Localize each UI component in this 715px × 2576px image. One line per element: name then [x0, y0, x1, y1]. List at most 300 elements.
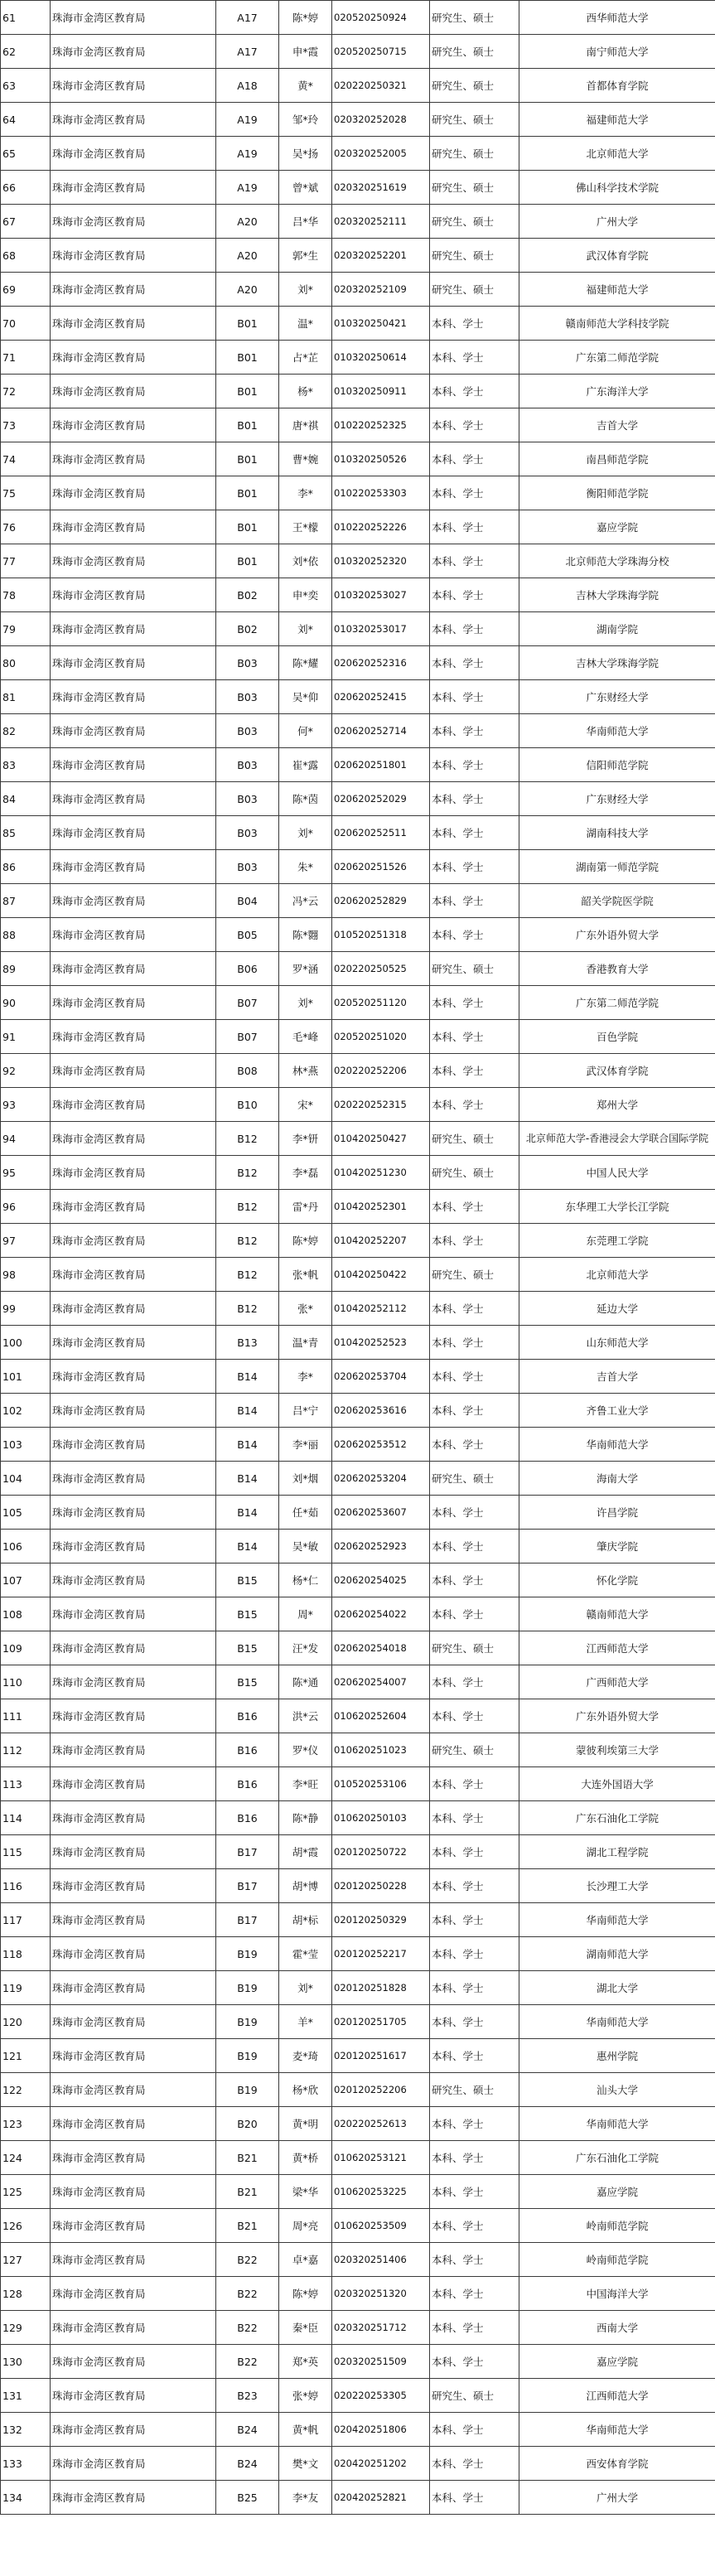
table-row — [1, 1428, 715, 1462]
employer-unit-cell: 珠海市金湾区教育局 — [51, 2005, 216, 2039]
exam-number-cell: 020320252201 — [332, 239, 430, 273]
employer-unit-cell: 珠海市金湾区教育局 — [51, 1903, 216, 1937]
exam-number-cell: 020220252315 — [332, 1088, 430, 1122]
education-degree-cell: 本科、学士 — [430, 2243, 519, 2277]
row-number-cell: 109 — [1, 1631, 51, 1665]
education-degree-cell: 本科、学士 — [430, 1869, 519, 1903]
table-row — [1, 1462, 715, 1496]
employer-unit-cell: 珠海市金湾区教育局 — [51, 1699, 216, 1733]
graduate-school-cell: 吉林大学珠海学院 — [519, 578, 715, 612]
exam-number-cell: 010520251318 — [332, 918, 430, 952]
graduate-school-cell: 福建师范大学 — [519, 103, 715, 137]
employer-unit-cell: 珠海市金湾区教育局 — [51, 1156, 216, 1190]
table-row — [1, 476, 715, 510]
employer-unit-cell: 珠海市金湾区教育局 — [51, 1224, 216, 1258]
education-degree-cell: 本科、学士 — [430, 2107, 519, 2141]
education-degree-cell: 本科、学士 — [430, 1530, 519, 1563]
employer-unit-cell: 珠海市金湾区教育局 — [51, 1767, 216, 1801]
candidate-name-cell: 周*亮 — [279, 2209, 332, 2243]
position-code-cell: B13 — [216, 1326, 279, 1360]
row-number-cell: 81 — [1, 680, 51, 714]
candidate-name-cell: 郭*生 — [279, 239, 332, 273]
graduate-school-cell: 大连外国语大学 — [519, 1767, 715, 1801]
education-degree-cell: 本科、学士 — [430, 1088, 519, 1122]
employer-unit-cell: 珠海市金湾区教育局 — [51, 2345, 216, 2379]
table-row — [1, 714, 715, 748]
employer-unit-cell: 珠海市金湾区教育局 — [51, 2107, 216, 2141]
position-code-cell: B15 — [216, 1665, 279, 1699]
exam-number-cell: 020620253512 — [332, 1428, 430, 1462]
employer-unit-cell: 珠海市金湾区教育局 — [51, 35, 216, 69]
candidate-name-cell: 洪*云 — [279, 1699, 332, 1733]
employer-unit-cell: 珠海市金湾区教育局 — [51, 1733, 216, 1767]
candidate-name-cell: 霍*莹 — [279, 1937, 332, 1971]
position-code-cell: B12 — [216, 1156, 279, 1190]
table-row — [1, 2005, 715, 2039]
position-code-cell: B22 — [216, 2277, 279, 2311]
row-number-cell: 102 — [1, 1394, 51, 1428]
table-row — [1, 2345, 715, 2379]
exam-number-cell: 020620254007 — [332, 1665, 430, 1699]
employer-unit-cell: 珠海市金湾区教育局 — [51, 680, 216, 714]
employer-unit-cell: 珠海市金湾区教育局 — [51, 1190, 216, 1224]
position-code-cell: B17 — [216, 1903, 279, 1937]
graduate-school-cell: 广东石油化工学院 — [519, 2141, 715, 2175]
position-code-cell: B16 — [216, 1733, 279, 1767]
graduate-school-cell: 西安体育学院 — [519, 2447, 715, 2481]
education-degree-cell: 本科、学士 — [430, 2413, 519, 2447]
exam-number-cell: 010320250526 — [332, 442, 430, 476]
employer-unit-cell: 珠海市金湾区教育局 — [51, 171, 216, 205]
row-number-cell: 110 — [1, 1665, 51, 1699]
candidate-name-cell: 刘* — [279, 273, 332, 307]
education-degree-cell: 本科、学士 — [430, 1597, 519, 1631]
employer-unit-cell: 珠海市金湾区教育局 — [51, 1088, 216, 1122]
exam-number-cell: 010320252320 — [332, 544, 430, 578]
education-degree-cell: 本科、学士 — [430, 748, 519, 782]
row-number-cell: 100 — [1, 1326, 51, 1360]
graduate-school-cell: 武汉体育学院 — [519, 239, 715, 273]
education-degree-cell: 研究生、硕士 — [430, 35, 519, 69]
exam-number-cell: 020520250924 — [332, 1, 430, 35]
row-number-cell: 119 — [1, 1971, 51, 2005]
row-number-cell: 74 — [1, 442, 51, 476]
candidate-name-cell: 曹*婉 — [279, 442, 332, 476]
education-degree-cell: 本科、学士 — [430, 341, 519, 375]
row-number-cell: 131 — [1, 2379, 51, 2413]
education-degree-cell: 本科、学士 — [430, 680, 519, 714]
candidate-name-cell: 羊* — [279, 2005, 332, 2039]
employer-unit-cell: 珠海市金湾区教育局 — [51, 2277, 216, 2311]
education-degree-cell: 本科、学士 — [430, 1224, 519, 1258]
row-number-cell: 67 — [1, 205, 51, 239]
education-degree-cell: 本科、学士 — [430, 2481, 519, 2515]
candidate-name-cell: 崔*露 — [279, 748, 332, 782]
row-number-cell: 70 — [1, 307, 51, 341]
position-code-cell: B15 — [216, 1563, 279, 1597]
exam-number-cell: 020120251617 — [332, 2039, 430, 2073]
exam-number-cell: 020620252316 — [332, 646, 430, 680]
graduate-school-cell: 衡阳师范学院 — [519, 476, 715, 510]
exam-number-cell: 010420250427 — [332, 1122, 430, 1156]
exam-number-cell: 010220253303 — [332, 476, 430, 510]
employer-unit-cell: 珠海市金湾区教育局 — [51, 1530, 216, 1563]
table-row — [1, 1, 715, 35]
graduate-school-cell: 湖南第一师范学院 — [519, 850, 715, 884]
graduate-school-cell: 湖南师范大学 — [519, 1937, 715, 1971]
candidate-name-cell: 麦*琦 — [279, 2039, 332, 2073]
position-code-cell: B03 — [216, 748, 279, 782]
employer-unit-cell: 珠海市金湾区教育局 — [51, 239, 216, 273]
education-degree-cell: 本科、学士 — [430, 2311, 519, 2345]
table-row — [1, 2481, 715, 2515]
position-code-cell: B01 — [216, 442, 279, 476]
candidate-name-cell: 黄* — [279, 69, 332, 103]
position-code-cell: B12 — [216, 1190, 279, 1224]
exam-number-cell: 020220250525 — [332, 952, 430, 986]
exam-number-cell: 020620252714 — [332, 714, 430, 748]
graduate-school-cell: 湖北大学 — [519, 1971, 715, 2005]
exam-number-cell: 020120252217 — [332, 1937, 430, 1971]
row-number-cell: 113 — [1, 1767, 51, 1801]
exam-number-cell: 020320251619 — [332, 171, 430, 205]
graduate-school-cell: 西华师范大学 — [519, 1, 715, 35]
education-degree-cell: 研究生、硕士 — [430, 952, 519, 986]
employer-unit-cell: 珠海市金湾区教育局 — [51, 612, 216, 646]
employer-unit-cell: 珠海市金湾区教育局 — [51, 341, 216, 375]
employer-unit-cell: 珠海市金湾区教育局 — [51, 918, 216, 952]
graduate-school-cell: 西南大学 — [519, 2311, 715, 2345]
row-number-cell: 116 — [1, 1869, 51, 1903]
education-degree-cell: 本科、学士 — [430, 1903, 519, 1937]
row-number-cell: 101 — [1, 1360, 51, 1394]
graduate-school-cell: 中国人民大学 — [519, 1156, 715, 1190]
exam-number-cell: 020420251806 — [332, 2413, 430, 2447]
table-row — [1, 986, 715, 1020]
employer-unit-cell: 珠海市金湾区教育局 — [51, 205, 216, 239]
row-number-cell: 99 — [1, 1292, 51, 1326]
education-degree-cell: 本科、学士 — [430, 1937, 519, 1971]
employer-unit-cell: 珠海市金湾区教育局 — [51, 578, 216, 612]
exam-number-cell: 020220252206 — [332, 1054, 430, 1088]
exam-number-cell: 020620252923 — [332, 1530, 430, 1563]
position-code-cell: B19 — [216, 2005, 279, 2039]
table-row — [1, 1937, 715, 1971]
position-code-cell: B03 — [216, 850, 279, 884]
candidate-name-cell: 陈*婷 — [279, 2277, 332, 2311]
position-code-cell: B01 — [216, 408, 279, 442]
position-code-cell: B22 — [216, 2311, 279, 2345]
table-row — [1, 171, 715, 205]
table-row — [1, 952, 715, 986]
exam-number-cell: 010420252112 — [332, 1292, 430, 1326]
graduate-school-cell: 广州大学 — [519, 205, 715, 239]
education-degree-cell: 研究生、硕士 — [430, 103, 519, 137]
education-degree-cell: 研究生、硕士 — [430, 1462, 519, 1496]
education-degree-cell: 研究生、硕士 — [430, 137, 519, 171]
candidate-name-cell: 胡*标 — [279, 1903, 332, 1937]
employer-unit-cell: 珠海市金湾区教育局 — [51, 952, 216, 986]
position-code-cell: B22 — [216, 2243, 279, 2277]
exam-number-cell: 020520251020 — [332, 1020, 430, 1054]
graduate-school-cell: 华南师范大学 — [519, 2413, 715, 2447]
row-number-cell: 87 — [1, 884, 51, 918]
candidate-name-cell: 吕*华 — [279, 205, 332, 239]
candidate-name-cell: 任*茹 — [279, 1496, 332, 1530]
row-number-cell: 114 — [1, 1801, 51, 1835]
graduate-school-cell: 岭南师范学院 — [519, 2243, 715, 2277]
graduate-school-cell: 韶关学院医学院 — [519, 884, 715, 918]
row-number-cell: 105 — [1, 1496, 51, 1530]
position-code-cell: B17 — [216, 1835, 279, 1869]
exam-number-cell: 020320251320 — [332, 2277, 430, 2311]
row-number-cell: 115 — [1, 1835, 51, 1869]
table-row — [1, 1394, 715, 1428]
position-code-cell: B01 — [216, 341, 279, 375]
position-code-cell: B14 — [216, 1496, 279, 1530]
employer-unit-cell: 珠海市金湾区教育局 — [51, 408, 216, 442]
graduate-school-cell: 广东海洋大学 — [519, 375, 715, 408]
education-degree-cell: 本科、学士 — [430, 612, 519, 646]
candidate-name-cell: 陈*婷 — [279, 1, 332, 35]
employer-unit-cell: 珠海市金湾区教育局 — [51, 2379, 216, 2413]
position-code-cell: B16 — [216, 1801, 279, 1835]
candidate-name-cell: 刘* — [279, 816, 332, 850]
education-degree-cell: 本科、学士 — [430, 544, 519, 578]
row-number-cell: 95 — [1, 1156, 51, 1190]
position-code-cell: B08 — [216, 1054, 279, 1088]
row-number-cell: 72 — [1, 375, 51, 408]
employer-unit-cell: 珠海市金湾区教育局 — [51, 1835, 216, 1869]
education-degree-cell: 研究生、硕士 — [430, 171, 519, 205]
education-degree-cell: 本科、学士 — [430, 1292, 519, 1326]
row-number-cell: 108 — [1, 1597, 51, 1631]
graduate-school-cell: 南宁师范大学 — [519, 35, 715, 69]
exam-number-cell: 010320250421 — [332, 307, 430, 341]
position-code-cell: B02 — [216, 578, 279, 612]
exam-number-cell: 020120251705 — [332, 2005, 430, 2039]
employer-unit-cell: 珠海市金湾区教育局 — [51, 137, 216, 171]
employer-unit-cell: 珠海市金湾区教育局 — [51, 1496, 216, 1530]
employer-unit-cell: 珠海市金湾区教育局 — [51, 1326, 216, 1360]
graduate-school-cell: 北京师范大学珠海分校 — [519, 544, 715, 578]
graduate-school-cell: 东华理工大学长江学院 — [519, 1190, 715, 1224]
table-row — [1, 1801, 715, 1835]
position-code-cell: B24 — [216, 2447, 279, 2481]
position-code-cell: B01 — [216, 307, 279, 341]
exam-number-cell: 020320252111 — [332, 205, 430, 239]
employer-unit-cell: 珠海市金湾区教育局 — [51, 748, 216, 782]
exam-number-cell: 010620253121 — [332, 2141, 430, 2175]
row-number-cell: 68 — [1, 239, 51, 273]
row-number-cell: 93 — [1, 1088, 51, 1122]
table-row — [1, 1020, 715, 1054]
graduate-school-cell: 齐鲁工业大学 — [519, 1394, 715, 1428]
position-code-cell: B12 — [216, 1122, 279, 1156]
candidate-name-cell: 王*檬 — [279, 510, 332, 544]
candidate-name-cell: 何* — [279, 714, 332, 748]
education-degree-cell: 本科、学士 — [430, 986, 519, 1020]
employer-unit-cell: 珠海市金湾区教育局 — [51, 2481, 216, 2515]
education-degree-cell: 研究生、硕士 — [430, 1122, 519, 1156]
candidate-name-cell: 卓*嘉 — [279, 2243, 332, 2277]
candidate-name-cell: 梁*华 — [279, 2175, 332, 2209]
education-degree-cell: 研究生、硕士 — [430, 1, 519, 35]
education-degree-cell: 研究生、硕士 — [430, 69, 519, 103]
roster-body — [1, 1, 715, 2515]
exam-number-cell: 010620253509 — [332, 2209, 430, 2243]
exam-number-cell: 020320251406 — [332, 2243, 430, 2277]
exam-number-cell: 020120250228 — [332, 1869, 430, 1903]
exam-number-cell: 010220252325 — [332, 408, 430, 442]
graduate-school-cell: 肇庆学院 — [519, 1530, 715, 1563]
employer-unit-cell: 珠海市金湾区教育局 — [51, 1971, 216, 2005]
employer-unit-cell: 珠海市金湾区教育局 — [51, 1, 216, 35]
position-code-cell: B19 — [216, 1937, 279, 1971]
exam-number-cell: 020620251526 — [332, 850, 430, 884]
row-number-cell: 107 — [1, 1563, 51, 1597]
candidate-name-cell: 毛*峰 — [279, 1020, 332, 1054]
position-code-cell: B21 — [216, 2209, 279, 2243]
row-number-cell: 94 — [1, 1122, 51, 1156]
row-number-cell: 89 — [1, 952, 51, 986]
candidate-name-cell: 刘* — [279, 986, 332, 1020]
graduate-school-cell: 南昌师范学院 — [519, 442, 715, 476]
employer-unit-cell: 珠海市金湾区教育局 — [51, 816, 216, 850]
row-number-cell: 106 — [1, 1530, 51, 1563]
education-degree-cell: 本科、学士 — [430, 307, 519, 341]
position-code-cell: B06 — [216, 952, 279, 986]
row-number-cell: 75 — [1, 476, 51, 510]
table-row — [1, 2107, 715, 2141]
graduate-school-cell: 赣南师范大学 — [519, 1597, 715, 1631]
education-degree-cell: 本科、学士 — [430, 1428, 519, 1462]
graduate-school-cell: 湖南学院 — [519, 612, 715, 646]
exam-number-cell: 020120252206 — [332, 2073, 430, 2107]
education-degree-cell: 本科、学士 — [430, 1767, 519, 1801]
candidate-name-cell: 李* — [279, 476, 332, 510]
position-code-cell: A17 — [216, 1, 279, 35]
graduate-school-cell: 赣南师范大学科技学院 — [519, 307, 715, 341]
employer-unit-cell: 珠海市金湾区教育局 — [51, 1563, 216, 1597]
position-code-cell: B01 — [216, 375, 279, 408]
position-code-cell: A18 — [216, 69, 279, 103]
employer-unit-cell: 珠海市金湾区教育局 — [51, 307, 216, 341]
row-number-cell: 62 — [1, 35, 51, 69]
employer-unit-cell: 珠海市金湾区教育局 — [51, 510, 216, 544]
exam-number-cell: 020620253704 — [332, 1360, 430, 1394]
exam-number-cell: 010620253225 — [332, 2175, 430, 2209]
table-row — [1, 2039, 715, 2073]
table-row — [1, 2413, 715, 2447]
table-row — [1, 884, 715, 918]
employer-unit-cell: 珠海市金湾区教育局 — [51, 884, 216, 918]
exam-number-cell: 010620251023 — [332, 1733, 430, 1767]
table-row — [1, 375, 715, 408]
position-code-cell: A19 — [216, 171, 279, 205]
graduate-school-cell: 许昌学院 — [519, 1496, 715, 1530]
education-degree-cell: 本科、学士 — [430, 1699, 519, 1733]
table-row — [1, 408, 715, 442]
education-degree-cell: 本科、学士 — [430, 442, 519, 476]
graduate-school-cell: 郑州大学 — [519, 1088, 715, 1122]
education-degree-cell: 本科、学士 — [430, 2039, 519, 2073]
employer-unit-cell: 珠海市金湾区教育局 — [51, 2413, 216, 2447]
row-number-cell: 69 — [1, 273, 51, 307]
exam-number-cell: 020120250722 — [332, 1835, 430, 1869]
position-code-cell: A20 — [216, 239, 279, 273]
exam-number-cell: 010320253027 — [332, 578, 430, 612]
education-degree-cell: 研究生、硕士 — [430, 1631, 519, 1665]
position-code-cell: B17 — [216, 1869, 279, 1903]
exam-number-cell: 010320250614 — [332, 341, 430, 375]
table-row — [1, 2311, 715, 2345]
graduate-school-cell: 东莞理工学院 — [519, 1224, 715, 1258]
education-degree-cell: 本科、学士 — [430, 2175, 519, 2209]
education-degree-cell: 本科、学士 — [430, 1394, 519, 1428]
candidate-name-cell: 陈*翾 — [279, 918, 332, 952]
graduate-school-cell: 佛山科学技术学院 — [519, 171, 715, 205]
candidate-name-cell: 刘* — [279, 612, 332, 646]
graduate-school-cell: 武汉体育学院 — [519, 1054, 715, 1088]
table-row — [1, 1733, 715, 1767]
employer-unit-cell: 珠海市金湾区教育局 — [51, 1665, 216, 1699]
exam-number-cell: 020120250329 — [332, 1903, 430, 1937]
graduate-school-cell: 信阳师范学院 — [519, 748, 715, 782]
graduate-school-cell: 广东财经大学 — [519, 782, 715, 816]
education-degree-cell: 本科、学士 — [430, 2141, 519, 2175]
candidate-name-cell: 陈*通 — [279, 1665, 332, 1699]
table-row — [1, 2175, 715, 2209]
education-degree-cell: 本科、学士 — [430, 408, 519, 442]
table-row — [1, 2243, 715, 2277]
education-degree-cell: 本科、学士 — [430, 578, 519, 612]
education-degree-cell: 本科、学士 — [430, 1020, 519, 1054]
education-degree-cell: 本科、学士 — [430, 1496, 519, 1530]
exam-number-cell: 010620252604 — [332, 1699, 430, 1733]
candidate-name-cell: 李*钘 — [279, 1122, 332, 1156]
candidate-name-cell: 李*旺 — [279, 1767, 332, 1801]
position-code-cell: B21 — [216, 2175, 279, 2209]
employer-unit-cell: 珠海市金湾区教育局 — [51, 476, 216, 510]
exam-number-cell: 020320252028 — [332, 103, 430, 137]
row-number-cell: 91 — [1, 1020, 51, 1054]
row-number-cell: 80 — [1, 646, 51, 680]
graduate-school-cell: 长沙理工大学 — [519, 1869, 715, 1903]
table-row — [1, 1156, 715, 1190]
employer-unit-cell: 珠海市金湾区教育局 — [51, 2141, 216, 2175]
employer-unit-cell: 珠海市金湾区教育局 — [51, 986, 216, 1020]
row-number-cell: 79 — [1, 612, 51, 646]
candidate-name-cell: 胡*博 — [279, 1869, 332, 1903]
row-number-cell: 120 — [1, 2005, 51, 2039]
position-code-cell: B03 — [216, 646, 279, 680]
table-row — [1, 1597, 715, 1631]
position-code-cell: B12 — [216, 1224, 279, 1258]
position-code-cell: B03 — [216, 680, 279, 714]
exam-number-cell: 020420251202 — [332, 2447, 430, 2481]
row-number-cell: 111 — [1, 1699, 51, 1733]
graduate-school-cell: 中国海洋大学 — [519, 2277, 715, 2311]
employer-unit-cell: 珠海市金湾区教育局 — [51, 1462, 216, 1496]
row-number-cell: 96 — [1, 1190, 51, 1224]
employer-unit-cell: 珠海市金湾区教育局 — [51, 1020, 216, 1054]
table-row — [1, 35, 715, 69]
employer-unit-cell: 珠海市金湾区教育局 — [51, 1869, 216, 1903]
position-code-cell: B19 — [216, 2073, 279, 2107]
position-code-cell: B02 — [216, 612, 279, 646]
table-row — [1, 782, 715, 816]
